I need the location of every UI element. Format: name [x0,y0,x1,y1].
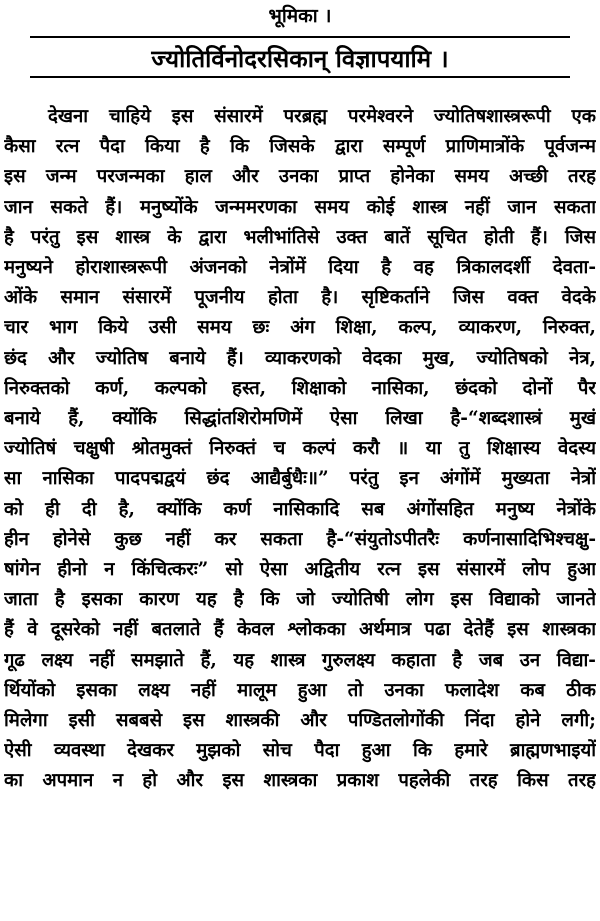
text-line: देखना चाहिये इस संसारमें परब्रह्म परमेश्वरने ज्योतिषशास्त्ररूपी एक [48,106,596,127]
text-line: हीन होनेसे कुछ नहीं कर सकता है-“संयुतोऽपीतरैः कर्णनासादिभिश्चक्षु- [4,528,596,550]
text-line: का अपमान न हो और इस शास्त्रका प्रकाश पहलेकी तरह किस तरह [4,770,596,792]
text-line: र्थियोंको इसका लक्ष्य नहीं मालूम हुआ तो उनका फलादेश कब ठीक [4,679,596,701]
text-line: हैं वे दूसरेको नहीं बतलाते हैं केवल श्लोकका अर्थमात्र पढा देतेहैं इस शास्त्रका [4,619,596,641]
text-line: मनुष्यने होराशास्त्ररूपी अंजनको नेत्रोंमें दिया है वह त्रिकालदर्शी देवता- [4,257,596,279]
text-line: सा नासिका पादपद्मद्वयं छंद आद्यैर्बुधैः॥” परंतु इन अंगोंमें मुख्यता नेत्रों [4,468,596,490]
text-line: षांगेन हीनो न किंचित्करः” सो ऐसा अद्वितीय रत्न इस संसारमें लोप हुआ [4,559,596,581]
text-line: छंद और ज्योतिष बनाये हैं। व्याकरणको वेदका मुख, ज्योतिषको नेत्र, [4,347,596,369]
text-line: कैसा रत्न पैदा किया है कि जिसके द्वारा सम्पूर्ण प्राणिमात्रोंके पूर्वजन्म [4,136,596,158]
text-line: को ही दी है, क्योंकि कर्ण नासिकादि सब अंगोंसहित मनुष्य नेत्रोंके [4,498,596,520]
text-line: जाता है इसका कारण यह है कि जो ज्योतिषी लोग इस विद्याको जानते [4,589,596,611]
text-line: ज्योतिषं चक्षुषी श्रोतमुक्तं निरुक्तं च कल्पं करौ ॥ या तु शिक्षास्य वेदस्य [4,438,596,460]
text-line: ओंके समान संसारमें पूजनीय होता है। सृष्टिकर्ताने जिस वक्त वेदके [4,287,596,309]
text-line: बनाये हैं, क्योंकि सिद्धांतशिरोमणिमें ऐसा लिखा है-“शब्दशास्त्रं मुखं [4,408,596,430]
title-block [30,36,570,78]
body-paragraph [4,102,596,797]
title-rule-top [30,36,570,38]
text-line: मिलेगा इसी सबबसे इस शास्त्रकी और पण्डितलोगोंकी निंदा होने लगी; [4,710,596,732]
text-line: जान सकते हैं। मनुष्योंके जन्ममरणका समय कोई शास्त्र नहीं जान सकता [4,196,596,218]
text-line: इस जन्म परजन्मका हाल और उनका प्राप्त होनेका समय अच्छी तरह [4,166,596,188]
text-line: गूढ लक्ष्य नहीं समझाते हैं, यह शास्त्र गुरुलक्ष्य कहाता है जब उन विद्या- [4,649,596,671]
text-line: ऐसी व्यवस्था देखकर मुझको सोच पैदा हुआ कि हमारे ब्राह्मणभाइयों [4,740,596,762]
text-line: है परंतु इस शास्त्र के द्वारा भलीभांतिसे उक्त बातें सूचित होती हैं। जिस [4,226,596,248]
title-rule-bottom [30,76,570,78]
text-line: निरुक्तको कर्ण, कल्पको हस्त, शिक्षाको नासिका, छंदको दोनों पैर [4,377,596,399]
page-title: ज्योतिर्विनोदरसिकान् विज्ञापयामि । [151,44,449,73]
text-line: चार भाग किये उसी समय छः अंग शिक्षा, कल्प, व्याकरण, निरुक्त, [4,317,596,339]
running-head: भूमिका । [268,5,332,27]
